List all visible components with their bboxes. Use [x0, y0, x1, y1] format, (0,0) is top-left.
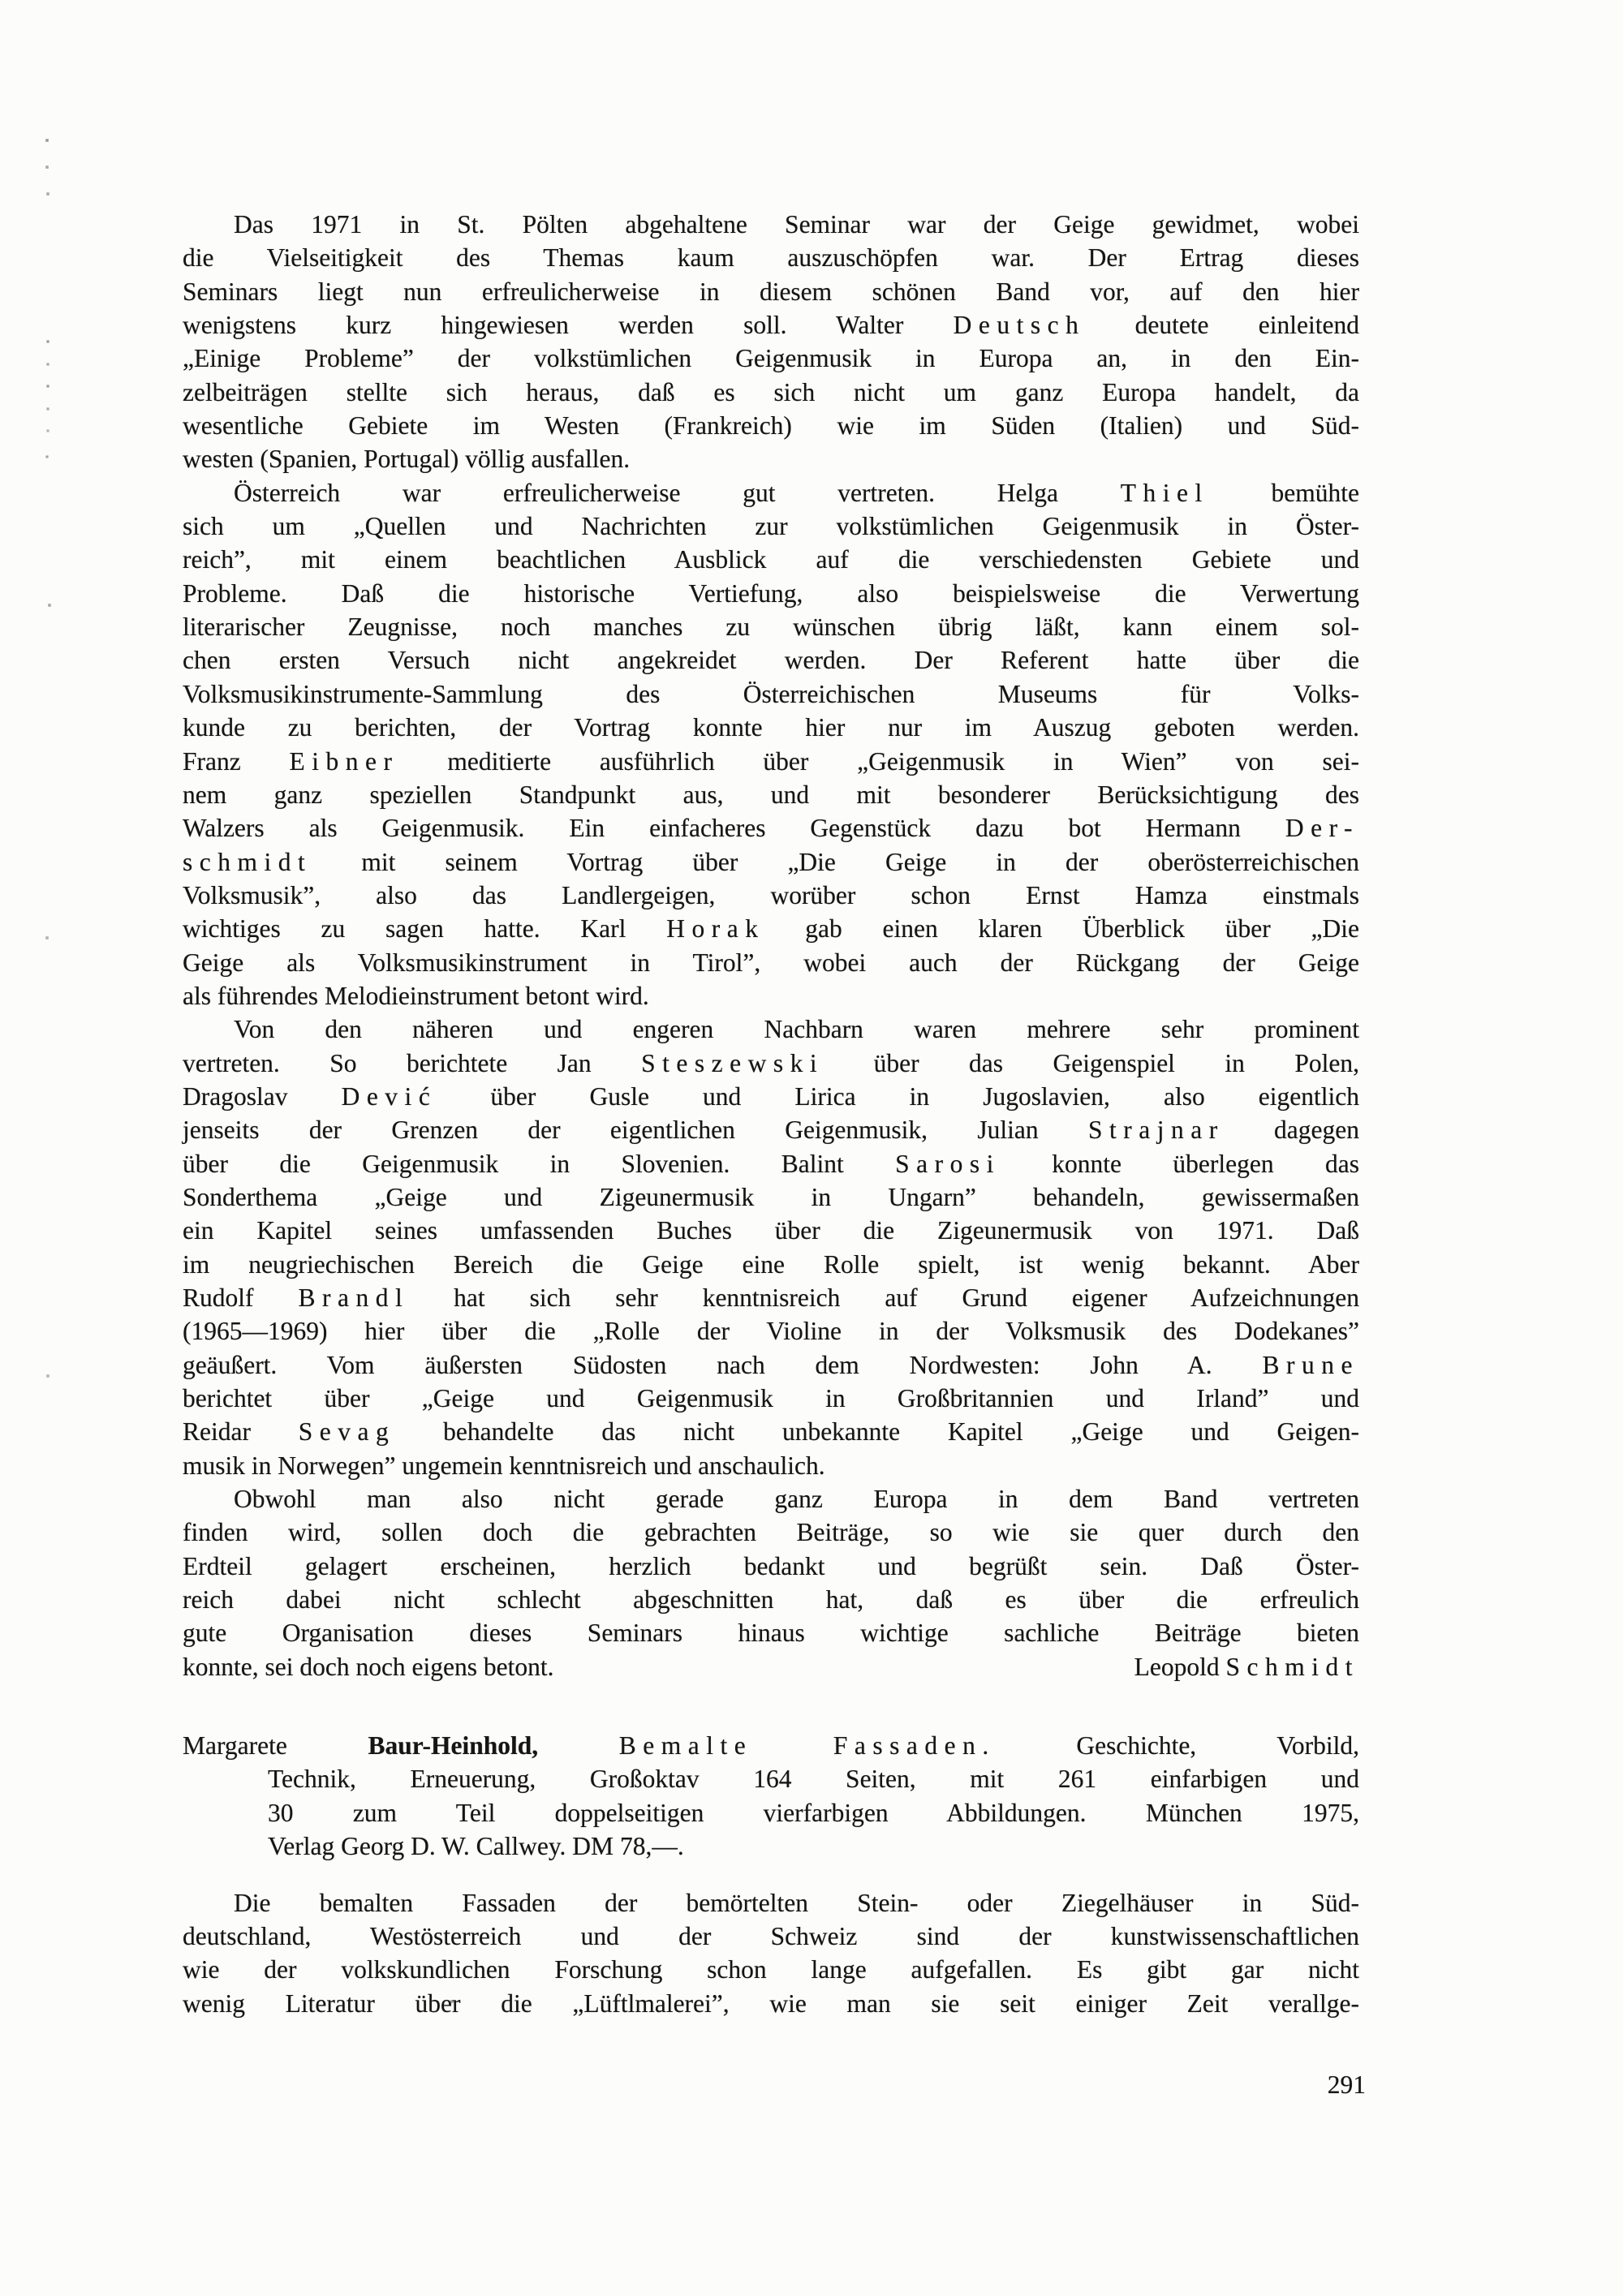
text-line: finden wird, sollen doch die gebrachten Beiträge, so wie sie quer durch den [183, 1518, 1359, 1547]
text-line: gute Organisation dieses Seminars hinaus wichtige sachliche Beiträge bieten [183, 1619, 1359, 1648]
text-line: geäußert. Vom äußersten Südosten nach dem Nordwesten: John A. Brune [183, 1350, 1359, 1379]
bibliography-entry [183, 1729, 1359, 1863]
text-line: vertreten. So berichtete Jan Steszewski über das Geigenspiel in Polen, [183, 1048, 1359, 1077]
letterspaced-name: Deutsch [953, 311, 1086, 340]
text-line: Volksmusikinstrumente-Sammlung des Österreichischen Museums für Volks- [183, 679, 1359, 708]
text-line: Margarete Baur-Heinhold, Bemalte Fassaden. Geschichte, Vorbild, [183, 1731, 1360, 1761]
letterspaced-name: Der- [1285, 814, 1359, 843]
text-line: deutschland, Westösterreich und der Schweiz sind der kunstwissenschaftlichen [183, 1921, 1359, 1950]
text-line: Technik, Erneuerung, Großoktav 164 Seiten, mit 261 einfarbigen und [268, 1765, 1359, 1794]
text-line: westen (Spanien, Portugal) völlig ausfallen. [183, 445, 631, 474]
letterspaced-name: Sevag [298, 1417, 396, 1447]
letterspaced-name: Brandl [298, 1283, 410, 1312]
text-line: Probleme. Daß die historische Vertiefung, also beispielsweise die Verwertung [183, 578, 1359, 608]
text-line: wichtiges zu sagen hatte. Karl Horak gab einen klaren Überblick über „Die [183, 914, 1359, 944]
text-line: reich”, mit einem beachtlichen Ausblick auf die verschiedensten Gebiete und [183, 545, 1359, 574]
text-line: im neugriechischen Bereich die Geige eine Rolle spielt, ist wenig bekannt. Aber [183, 1249, 1359, 1279]
text-line: Das 1971 in St. Pölten abgehaltene Seminar war der Geige gewidmet, wobei [234, 210, 1359, 239]
text-line: Sonderthema „Geige und Zigeunermusik in Ungarn” behandeln, gewissermaßen [183, 1182, 1359, 1211]
letterspaced-name: Bemalte [618, 1731, 753, 1761]
text-line: Rudolf Brandl hat sich sehr kenntnisreich auf Grund eigener Aufzeichnungen [183, 1283, 1359, 1312]
text-line: ein Kapitel seines umfassenden Buches über die Zigeunermusik von 1971. Daß [183, 1216, 1359, 1245]
closing-text: konnte, sei doch noch eigens betont. [183, 1652, 554, 1681]
text-line: berichtet über „Geige und Geigenmusik in Großbritannien und Irland” und [183, 1384, 1359, 1413]
text-line: Von den näheren und engeren Nachbarn waren mehrere sehr prominent [234, 1015, 1359, 1044]
text-line: Reidar Sevag behandelte das nicht unbekannte Kapitel „Geige und Geigen- [183, 1417, 1359, 1447]
text-line: wesentliche Gebiete im Westen (Frankreich) wie im Süden (Italien) und Süd- [183, 411, 1359, 441]
text-line [183, 1650, 1359, 1683]
text-line: (1965—1969) hier über die „Rolle der Violine in der Volksmusik des Dodekanes” [183, 1317, 1359, 1346]
letterspaced-name: schmidt [183, 847, 312, 876]
text-line: jenseits der Grenzen der eigentlichen Geigenmusik, Julian Strajnar dagegen [183, 1116, 1359, 1145]
text-line: nem ganz speziellen Standpunkt aus, und mit besonderer Berücksichtigung des [183, 780, 1359, 809]
text-line: 30 zum Teil doppelseitigen vierfarbigen Abbildungen. München 1975, [268, 1798, 1359, 1827]
text-line: zelbeiträgen stellte sich heraus, daß es sich nicht um ganz Europa handelt, da [183, 377, 1359, 406]
text-line: literarischer Zeugnisse, noch manches zu wünschen übrig läßt, kann einem sol- [183, 613, 1359, 642]
text-line: Verlag Georg D. W. Callwey. DM 78,—. [268, 1832, 684, 1861]
text-line: als führendes Melodieinstrument betont wird. [183, 981, 649, 1010]
text-block [183, 208, 1359, 2020]
text-line: Volksmusik”, also das Landlergeigen, worüber schon Ernst Hamza einstmals [183, 880, 1359, 909]
text-line: Seminars liegt nun erfreulicherweise in diesem schönen Band vor, auf den hier [183, 277, 1359, 306]
text-line: Erdteil gelagert erscheinen, herzlich bedankt und begrüßt sein. Daß Öster- [183, 1551, 1359, 1580]
text-line: kunde zu berichten, der Vortrag konnte hier nur im Auszug geboten werden. [183, 713, 1359, 742]
letterspaced-name: Horak [666, 914, 765, 944]
letterspaced-name: Thiel [1120, 478, 1209, 507]
review-paragraph [183, 1886, 1359, 2020]
letterspaced-name: Steszewski [641, 1048, 824, 1077]
letterspaced-name: Eibner [289, 746, 399, 776]
text-line: „Einige Probleme” der volkstümlichen Geigenmusik in Europa an, in den Ein- [183, 344, 1359, 373]
text-line: chen ersten Versuch nicht angekreidet werden. Der Referent hatte über die [183, 646, 1359, 675]
letterspaced-name: Brune [1262, 1350, 1359, 1379]
text-line: Geige als Volksmusikinstrument in Tirol”, wobei auch der Rückgang der Geige [183, 948, 1359, 977]
text-line: Franz Eibner meditierte ausführlich über „Geigenmusik in Wien” von sei- [183, 746, 1359, 776]
letterspaced-name: Schmidt [1225, 1652, 1359, 1681]
text-line: wie der volkskundlichen Forschung schon lange aufgefallen. Es gibt gar nicht [183, 1955, 1359, 1984]
text-line: musik in Norwegen” ungemein kenntnisreich und anschaulich. [183, 1451, 825, 1480]
letterspaced-name: Fassaden. [833, 1731, 996, 1761]
text-line: über die Geigenmusik in Slovenien. Balint Sarosi konnte überlegen das [183, 1149, 1359, 1178]
text-line: Österreich war erfreulicherweise gut vertreten. Helga Thiel bemühte [234, 478, 1359, 507]
author-signature: Leopold Schmidt [1134, 1652, 1359, 1681]
text-line: wenigstens kurz hingewiesen werden soll. Walter Deutsch deutete einleitend [183, 311, 1359, 340]
text-line: reich dabei nicht schlecht abgeschnitten hat, daß es über die erfreulich [183, 1585, 1359, 1615]
text-line: Walzers als Geigenmusik. Ein einfacheres Gegenstück dazu bot Hermann Der- [183, 814, 1359, 843]
text-line: die Vielseitigkeit des Themas kaum auszuschöpfen war. Der Ertrag dieses [183, 243, 1359, 273]
letterspaced-name: Sarosi [895, 1149, 1001, 1178]
text-line: sich um „Quellen und Nachrichten zur volkstümlichen Geigenmusik in Öster- [183, 512, 1359, 541]
bold-author-name: Baur-Heinhold, [368, 1731, 539, 1761]
paragraph-austria-contributions [183, 476, 1359, 1013]
scan-artifacts [0, 0, 2, 2]
text-line: Dragoslav Dević über Gusle und Lirica in Jugoslavien, also eigentlich [183, 1081, 1359, 1111]
text-line: wenig Literatur über die „Lüftlmalerei”, wie man sie seit einiger Zeit verallge- [183, 1989, 1359, 2018]
text-line: schmidt mit seinem Vortrag über „Die Geige in der oberösterreichischen [183, 847, 1359, 876]
letterspaced-name: Dević [341, 1081, 437, 1111]
text-line: Die bemalten Fassaden der bemörtelten Stein- oder Ziegelhäuser in Süd- [234, 1888, 1359, 1917]
letterspaced-name: Strajnar [1087, 1116, 1225, 1145]
paragraph-neighbor-countries [183, 1013, 1359, 1482]
text-line: Obwohl man also nicht gerade ganz Europa in dem Band vertreten [234, 1485, 1359, 1514]
paragraph-seminar-intro [183, 208, 1359, 476]
paragraph-closing-thanks [183, 1482, 1359, 1683]
page-number: 291 [1327, 2070, 1366, 2099]
